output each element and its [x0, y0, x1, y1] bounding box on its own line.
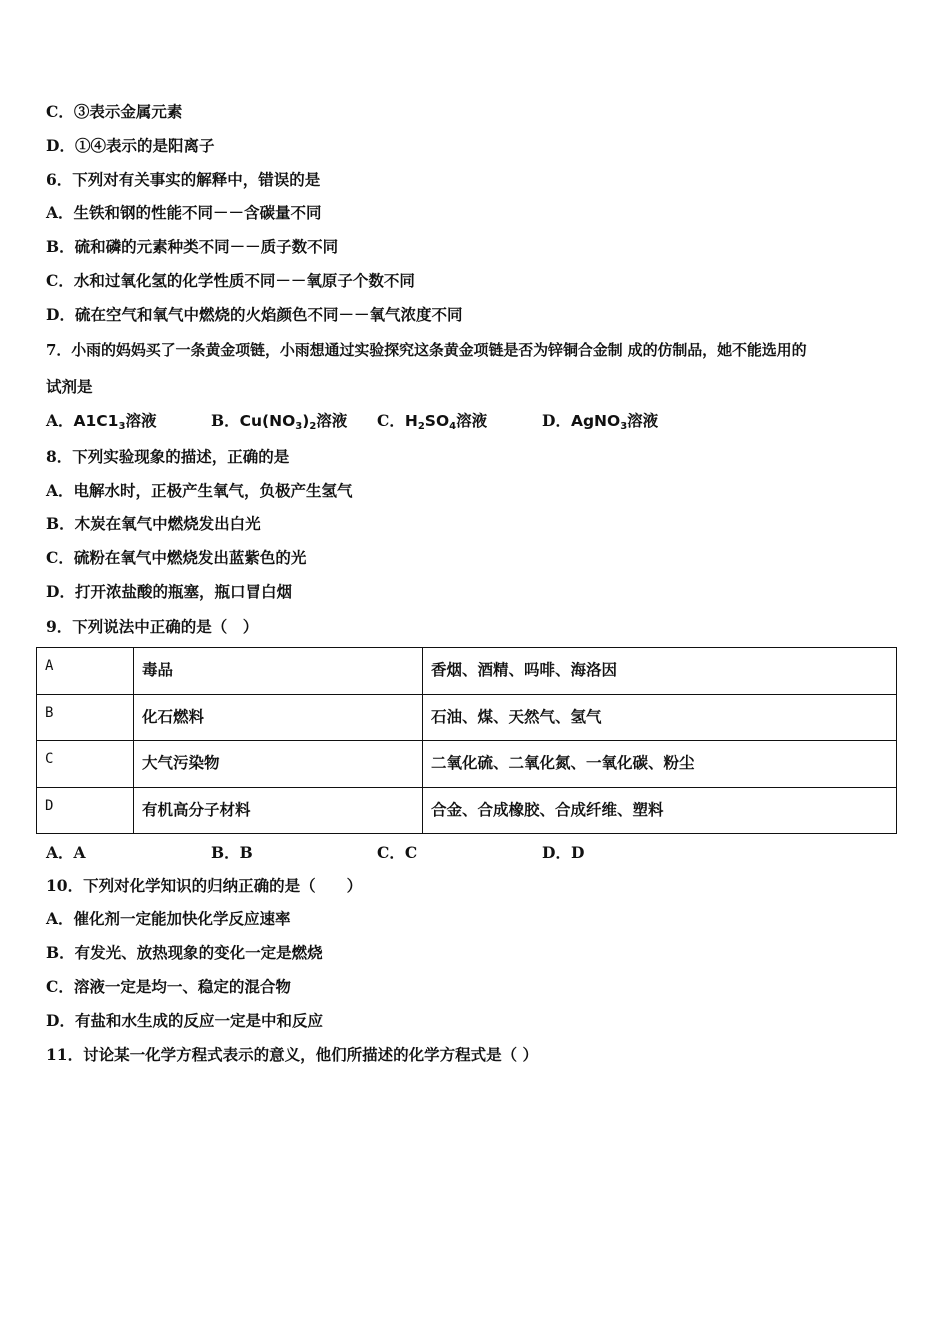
table-cell-category: 大气污染物 — [134, 741, 423, 788]
q6-option-b: B．硫和磷的元素种类不同－－质子数不同 — [46, 237, 339, 256]
q7-option-d: D．AgNO$_3$溶液 — [542, 411, 659, 432]
q8-stem: 8．下列实验现象的描述，正确的是 — [46, 447, 290, 466]
q8-option-a: A．电解水时，正极产生氧气，负极产生氢气 — [46, 481, 353, 500]
q7-option-c: C．$H_2SO_4$溶液 — [377, 411, 488, 432]
q11-stem: 11．讨论某一化学方程式表示的意义，他们所描述的化学方程式是（ ） — [46, 1045, 538, 1064]
table-cell-key: A — [37, 648, 134, 695]
table-cell-category: 有机高分子材料 — [134, 787, 423, 834]
q10-option-c: C．溶液一定是均一、稳定的混合物 — [46, 977, 291, 996]
table-cell-items: 合金、合成橡胶、合成纤维、塑料 — [423, 787, 897, 834]
table-cell-items: 石油、煤、天然气、氢气 — [423, 694, 897, 741]
table-cell-items: 二氧化硫、二氧化氮、一氧化碳、粉尘 — [423, 741, 897, 788]
q9-option-a: A．A — [46, 843, 86, 862]
table-cell-category: 化石燃料 — [134, 694, 423, 741]
q9-stem: 9．下列说法中正确的是（ ） — [46, 617, 259, 636]
table-row — [37, 787, 897, 834]
q6-option-d: D．硫在空气和氧气中燃烧的火焰颜色不同－－氧气浓度不同 — [46, 305, 463, 324]
q5-option-c: C．③表示金属元素 — [46, 102, 183, 121]
table-cell-key: D — [37, 787, 134, 834]
q8-option-d: D．打开浓盐酸的瓶塞，瓶口冒白烟 — [46, 582, 292, 601]
q10-option-d: D．有盐和水生成的反应一定是中和反应 — [46, 1011, 323, 1030]
table-cell-items: 香烟、酒精、吗啡、海洛因 — [423, 648, 897, 695]
q6-option-a: A．生铁和钢的性能不同－－含碳量不同 — [46, 203, 322, 222]
q6-stem: 6．下列对有关事实的解释中，错误的是 — [46, 170, 321, 189]
q9-option-d: D．D — [542, 843, 585, 862]
table-row — [37, 741, 897, 788]
q7-option-b: B．$Cu(NO_3)_2$溶液 — [211, 411, 348, 432]
q7-option-a: A．$A1C1_3$溶液 — [46, 411, 157, 432]
q7-stem-line1: 7．小雨的妈妈买了一条黄金项链，小雨想通过实验探究这条黄金项链是否为锌铜合金制 成的仿制品，她不能选用的 — [46, 341, 807, 359]
table-row — [37, 648, 897, 695]
q10-option-a: A．催化剂一定能加快化学反应速率 — [46, 909, 291, 928]
q5-option-d: D．①④表示的是阳离子 — [46, 136, 215, 155]
q8-option-c: C．硫粉在氧气中燃烧发出蓝紫色的光 — [46, 548, 307, 567]
q7-stem-line2: 试剂是 — [46, 377, 93, 396]
q6-option-c: C．水和过氧化氢的化学性质不同－－氧原子个数不同 — [46, 271, 415, 290]
q9-option-b: B．B — [211, 843, 253, 862]
q9-option-c: C．C — [377, 843, 418, 862]
q9-table — [36, 647, 897, 834]
q8-option-b: B．木炭在氧气中燃烧发出白光 — [46, 514, 261, 533]
q10-stem: 10．下列对化学知识的归纳正确的是（ ） — [46, 876, 363, 895]
table-cell-category: 毒品 — [134, 648, 423, 695]
table-cell-key: B — [37, 694, 134, 741]
q10-option-b: B．有发光、放热现象的变化一定是燃烧 — [46, 943, 323, 962]
table-cell-key: C — [37, 741, 134, 788]
table-row — [37, 694, 897, 741]
